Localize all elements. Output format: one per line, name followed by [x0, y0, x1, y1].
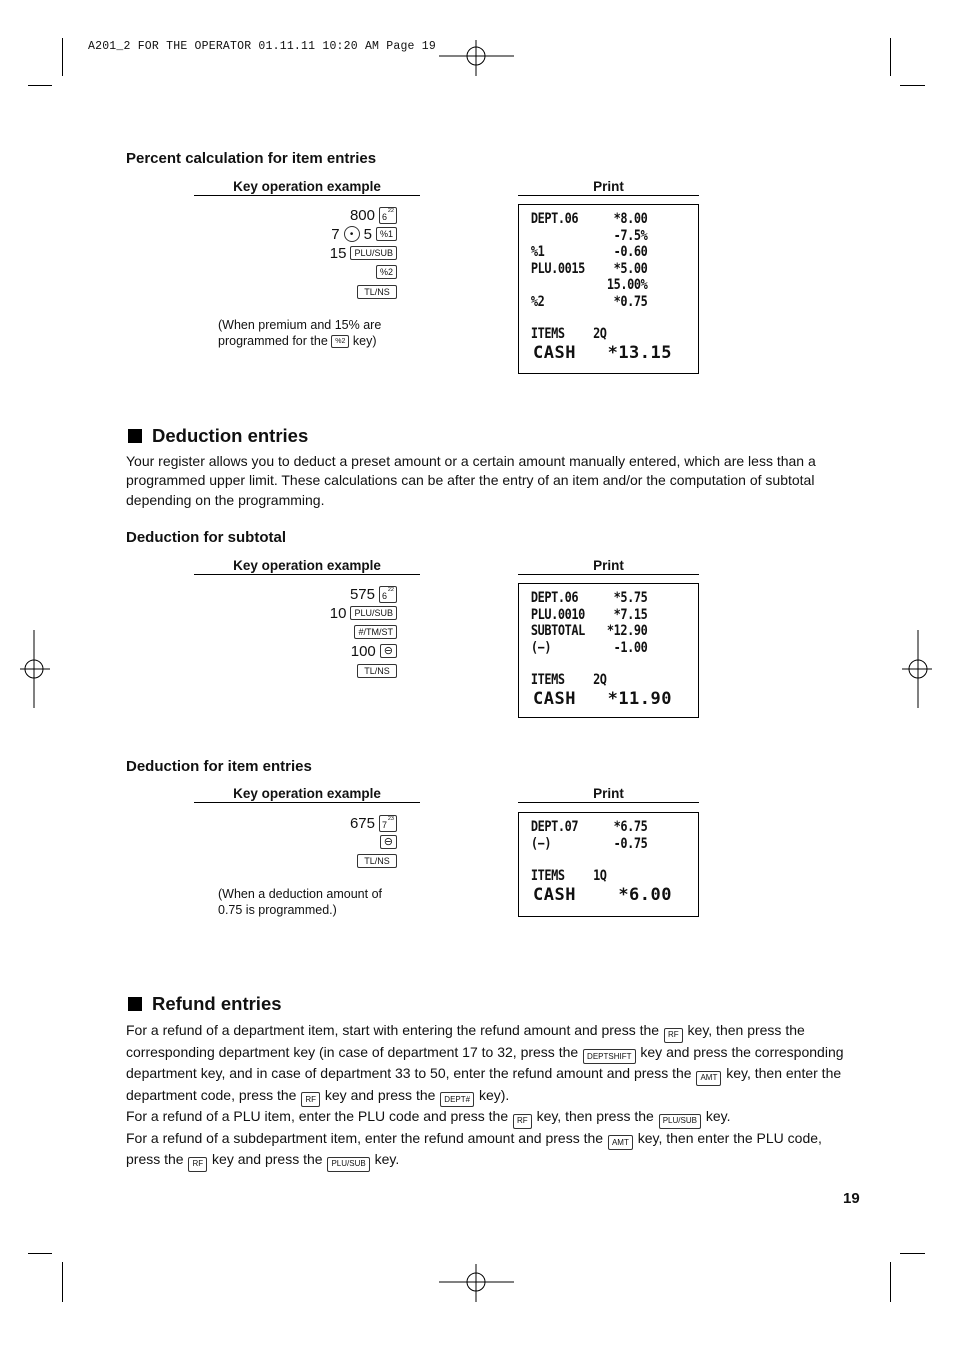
percent-note: (When premium and 15% are programmed for the %2 key)	[218, 318, 382, 348]
receipt-print: DEPT.06 *8.00 -7.5% %1 -0.60 PLU.0015 *5.00 15.00% %2 *0.75 ITEMS 2Q CASH *13.15	[518, 204, 699, 374]
tl-ns-key: TL/NS	[357, 664, 397, 678]
tm-st-key: #/TM/ST	[354, 625, 397, 639]
receipt-print: DEPT.06 *5.75 PLU.0010 *7.15 SUBTOTAL *12.90 (−) -1.00 ITEMS 2Q CASH *11.90	[518, 583, 699, 718]
entry-amount: 675	[349, 814, 375, 832]
dept-code-key: DEPT#	[440, 1092, 474, 1107]
rf-key: RF	[513, 1114, 532, 1129]
decimal-point-key: •	[344, 226, 360, 242]
bullet-square-icon	[128, 429, 142, 443]
plu-sub-key: PLU/SUB	[350, 246, 397, 260]
dept-shift-key: DEPTSHIFT	[583, 1049, 635, 1064]
dept-key: 6 22	[379, 586, 397, 603]
deduction-item-title: Deduction for item entries	[126, 758, 312, 775]
print-header: A201_2 FOR THE OPERATOR 01.11.11 10:20 AM Page 19	[88, 40, 436, 53]
deduction-paragraph: Your register allows you to deduct a preset amount or a certain amount manually entered, which are less than a programmed upper limit. These calculations can be after the entry of an item and/or the computation of subtotal depending on the programming.	[126, 453, 816, 508]
key-operation-title: Key operation example	[194, 558, 420, 575]
plu-sub-key: PLU/SUB	[350, 606, 397, 620]
key-operation-title: Key operation example	[194, 179, 420, 196]
percent2-key: %2	[376, 265, 397, 279]
key-operation-title: Key operation example	[194, 786, 420, 803]
plu-sub-key: PLU/SUB	[659, 1114, 701, 1129]
tl-ns-key: TL/NS	[357, 285, 397, 299]
dept-key: 7 23	[379, 815, 397, 832]
entry-amount: 100	[350, 642, 376, 660]
print-title: Print	[518, 558, 699, 575]
entry-amount: 10	[329, 604, 347, 622]
rf-key: RF	[664, 1028, 683, 1043]
rf-key: RF	[301, 1092, 320, 1107]
deduction-subtotal-title: Deduction for subtotal	[126, 529, 286, 546]
amt-key: AMT	[696, 1071, 721, 1086]
percent-calc-title: Percent calculation for item entries	[126, 150, 377, 167]
entry-amount: 575	[349, 585, 375, 603]
entry-amount: 7	[331, 225, 340, 243]
entry-amount: 800	[349, 206, 375, 224]
section-heading: Refund entries	[128, 993, 282, 1015]
bullet-square-icon	[128, 997, 142, 1011]
rf-key: RF	[188, 1157, 207, 1172]
page-number: 19	[843, 1190, 860, 1207]
entry-amount: 15	[329, 244, 347, 262]
tl-ns-key: TL/NS	[357, 854, 397, 868]
minus-key: ⊖	[380, 644, 397, 658]
percent1-key: %1	[376, 227, 397, 241]
amt-key: AMT	[608, 1135, 633, 1150]
deduction-note: (When a deduction amount of 0.75 is programmed.)	[218, 887, 382, 917]
print-title: Print	[518, 786, 699, 803]
minus-key: ⊖	[380, 835, 397, 849]
section-heading: Deduction entries	[128, 425, 308, 447]
dept-key: 6 22	[379, 207, 397, 224]
entry-amount: 5	[363, 225, 372, 243]
refund-paragraph: For a refund of a department item, start with entering the refund amount and press the RF key, then press the corresponding department key (in case of department 17 to 32, press the DEPTSHIFT key and press the corresponding department key, and in case of department 33 to 50, enter the refund amount and press the AMT key, then enter the department code, press the RF key and press the DEPT# key). For a refund of a PLU item, enter the PLU code and press the RF key, then press the PLU/SUB key. For a refund of a subdepartment item, enter the refund amount and press the AMT key, then enter the PLU code, press the RF key and press the PLU/SUB key.	[126, 1021, 846, 1172]
receipt-print: DEPT.07 *6.75 (−) -0.75 ITEMS 1Q CASH *6.00	[518, 812, 699, 917]
plu-sub-key: PLU/SUB	[327, 1157, 369, 1172]
percent2-key: %2	[331, 335, 349, 348]
print-title: Print	[518, 179, 699, 196]
